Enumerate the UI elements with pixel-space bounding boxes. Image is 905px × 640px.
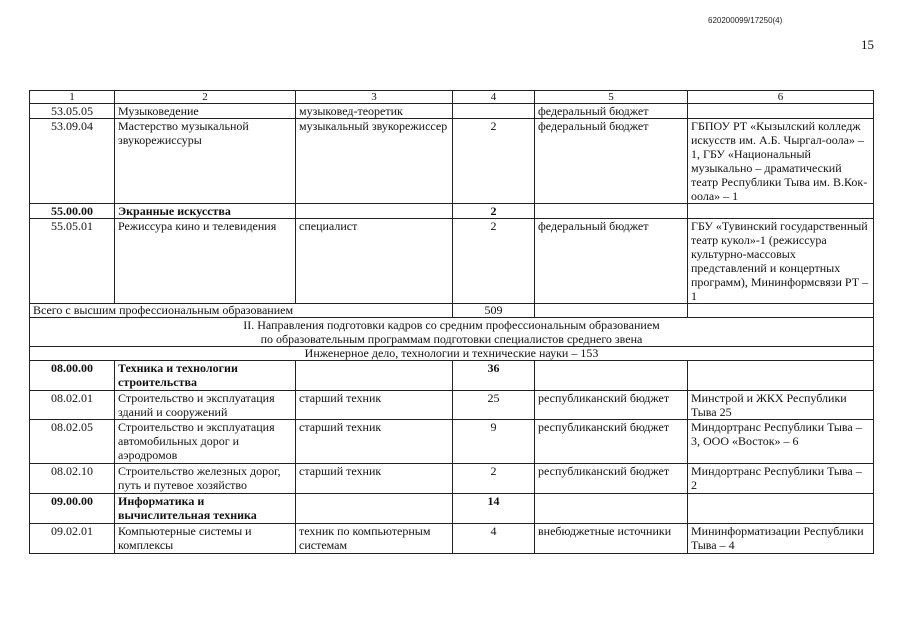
employer-cell: ГБУ «Тувинский государственный театр кукол»-1 (режиссура культурно-массовых представлений и концертных программ), Мининформсвязи РТ – 1 (688, 219, 874, 304)
name-cell: Строительство и эксплуатация автомобильных дорог и аэродромов (115, 420, 296, 464)
header-row (30, 91, 874, 104)
name-cell: Экранные искусства (115, 204, 296, 219)
funding-cell (535, 361, 688, 391)
area-label: Инженерное дело, технологии и технические науки – 153 (30, 347, 874, 361)
qualification-cell: музыкальный звукорежиссер (296, 119, 453, 204)
specialties-table (29, 90, 874, 554)
code-cell: 55.00.00 (30, 204, 115, 219)
group-row (30, 204, 874, 219)
area-row (30, 347, 874, 361)
funding-cell: республиканский бюджет (535, 420, 688, 464)
code-cell: 08.02.05 (30, 420, 115, 464)
count-cell: 36 (453, 361, 535, 391)
qualification-cell (296, 204, 453, 219)
employer-cell (688, 204, 874, 219)
funding-cell: федеральный бюджет (535, 119, 688, 204)
name-cell: Строительство и эксплуатация зданий и сооружений (115, 391, 296, 420)
employer-cell: Миндортранс Республики Тыва – 2 (688, 464, 874, 494)
section-title (30, 318, 874, 347)
section-title-line: II. Направления подготовки кадров со средним профессиональным образованием (243, 318, 660, 332)
count-cell: 4 (453, 524, 535, 554)
total-label: Всего с высшим профессиональным образованием (30, 304, 453, 318)
table-row (30, 524, 874, 554)
qualification-cell (296, 361, 453, 391)
funding-cell: внебюджетные источники (535, 524, 688, 554)
qualification-cell: музыковед-теоретик (296, 104, 453, 119)
code-cell: 08.02.01 (30, 391, 115, 420)
header-cell: 2 (115, 91, 296, 104)
funding-cell: федеральный бюджет (535, 104, 688, 119)
employer-cell (688, 104, 874, 119)
header-cell: 5 (535, 91, 688, 104)
name-cell: Компьютерные системы и комплексы (115, 524, 296, 554)
count-cell: 2 (453, 119, 535, 204)
qualification-cell: специалист (296, 219, 453, 304)
name-cell: Строительство железных дорог, путь и путевое хозяйство (115, 464, 296, 494)
table-row (30, 420, 874, 464)
name-cell: Музыковедение (115, 104, 296, 119)
qualification-cell (296, 494, 453, 524)
count-cell: 9 (453, 420, 535, 464)
table-row (30, 464, 874, 494)
qualification-cell: старший техник (296, 464, 453, 494)
group-row (30, 494, 874, 524)
name-cell: Информатика и вычислительная техника (115, 494, 296, 524)
group-row (30, 361, 874, 391)
code-cell: 08.00.00 (30, 361, 115, 391)
count-cell: 25 (453, 391, 535, 420)
funding-cell (535, 204, 688, 219)
count-cell: 2 (453, 464, 535, 494)
code-cell: 55.05.01 (30, 219, 115, 304)
header-cell: 6 (688, 91, 874, 104)
code-cell: 53.09.04 (30, 119, 115, 204)
qualification-cell: старший техник (296, 391, 453, 420)
header-cell: 1 (30, 91, 115, 104)
table-row (30, 219, 874, 304)
count-cell (453, 104, 535, 119)
funding-cell: республиканский бюджет (535, 391, 688, 420)
employer-cell: ГБПОУ РТ «Кызылский колледж искусств им. А.Б. Чыргал-оола» – 1, ГБУ «Национальный музыкально – драматический театр Республики Тыва им. В.Кок-оола» – 1 (688, 119, 874, 204)
count-cell: 2 (453, 219, 535, 304)
employer-cell: Минстрой и ЖКХ Республики Тыва 25 (688, 391, 874, 420)
section-title-row (30, 318, 874, 347)
section-title-line: по образовательным программам подготовки специалистов среднего звена (260, 332, 643, 346)
name-cell: Режиссура кино и телевидения (115, 219, 296, 304)
count-cell: 2 (453, 204, 535, 219)
code-cell: 09.00.00 (30, 494, 115, 524)
table-row (30, 391, 874, 420)
document-id: 620200099/17250(4) (708, 16, 783, 25)
funding-cell: федеральный бюджет (535, 219, 688, 304)
name-cell: Мастерство музыкальной звукорежиссуры (115, 119, 296, 204)
funding-cell (535, 494, 688, 524)
page-number: 15 (861, 37, 874, 52)
total-row (30, 304, 874, 318)
employer-cell: Мининформатизации Республики Тыва – 4 (688, 524, 874, 554)
qualification-cell: старший техник (296, 420, 453, 464)
employer-cell (688, 494, 874, 524)
name-cell: Техника и технологии строительства (115, 361, 296, 391)
employer-cell: Миндортранс Республики Тыва – 3, ООО «Восток» – 6 (688, 420, 874, 464)
code-cell: 53.05.05 (30, 104, 115, 119)
total-value: 509 (453, 304, 535, 318)
count-cell: 14 (453, 494, 535, 524)
funding-cell: республиканский бюджет (535, 464, 688, 494)
table-row (30, 104, 874, 119)
header-cell: 3 (296, 91, 453, 104)
code-cell: 09.02.01 (30, 524, 115, 554)
table-row (30, 119, 874, 204)
qualification-cell: техник по компьютерным системам (296, 524, 453, 554)
code-cell: 08.02.10 (30, 464, 115, 494)
header-cell: 4 (453, 91, 535, 104)
employer-cell (688, 361, 874, 391)
